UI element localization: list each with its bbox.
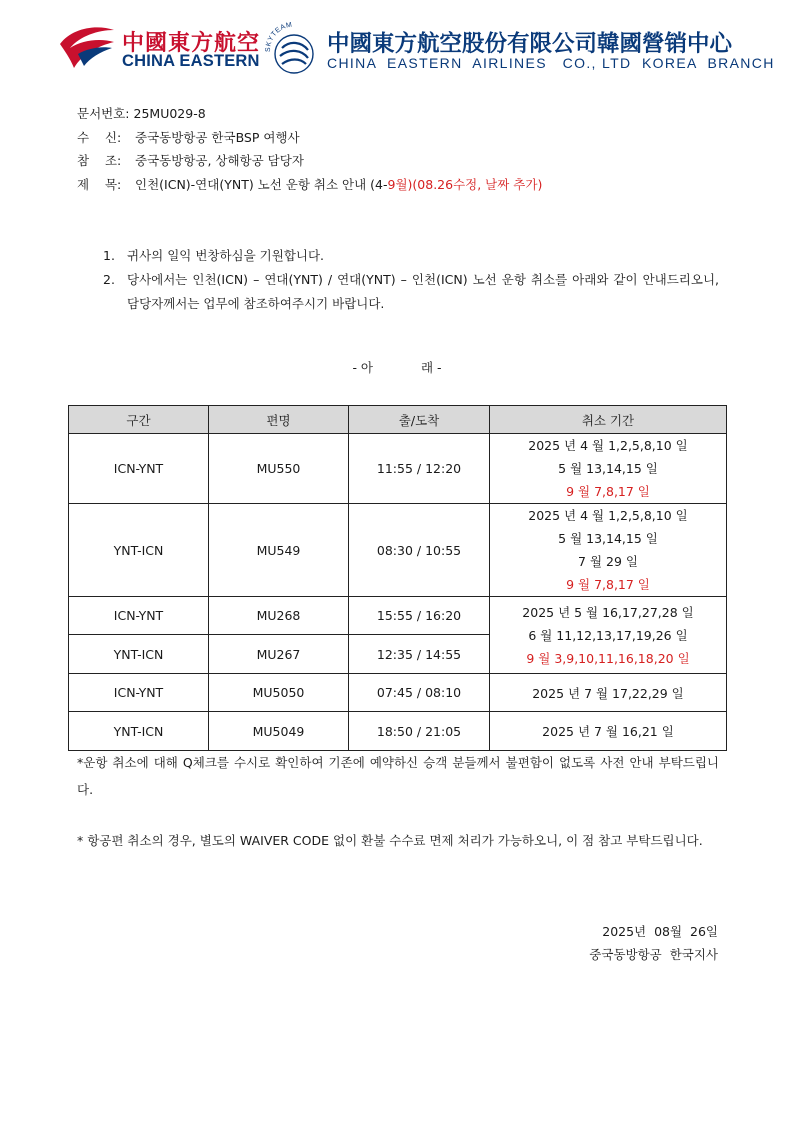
subject-line (77, 175, 542, 199)
china-eastern-logo-icon (58, 24, 116, 70)
period-line: 2025 년 5 월 16,17,27,28 일 (522, 604, 694, 620)
doc-number-label: 문서번호: (77, 106, 130, 121)
doc-number: 25MU029-8 (133, 106, 206, 121)
issuing-office: 중국동방항공 한국지사 (589, 947, 718, 962)
branch-en-name: CHINA EASTERN AIRLINES CO., LTD KOREA BRANCH (327, 55, 775, 71)
notice-heading-left: - 아 (352, 360, 373, 375)
time-cell: 07:45 / 08:10 (349, 674, 490, 712)
header-period: 취소 기간 (490, 406, 727, 434)
svg-text:SKYTEAM (265, 22, 293, 52)
period-cell: 2025 년 7 월 16,21 일 (490, 712, 727, 751)
note-waiver: * 항공편 취소의 경우, 별도의 WAIVER CODE 없이 환불 수수료 면제 처리가 가능하오니, 이 점 참고 부탁드립니다. (77, 833, 703, 848)
recipient-line (77, 128, 542, 152)
subject-revision: 9월)(08.26수정, 날짜 추가) (387, 176, 543, 192)
period-line: 5 월 13,14,15 일 (558, 531, 658, 546)
body-items (103, 244, 719, 316)
period-line: 2025 년 4 월 1,2,5,8,10 일 (528, 508, 688, 523)
flight-cell: MU5049 (209, 712, 349, 751)
time-cell: 08:30 / 10:55 (349, 504, 490, 597)
period-cell-merged (490, 597, 727, 674)
item-number: 1. (103, 248, 115, 263)
subject-label: 제 목: (77, 176, 122, 192)
period-cell (490, 434, 727, 504)
route-cell: YNT-ICN (69, 635, 209, 674)
route-cell: ICN-YNT (69, 434, 209, 504)
note-qcheck: *운항 취소에 대해 Q체크를 수시로 확인하여 기존에 예약하신 승객 분들께서 불편함이 없도록 사전 안내 부탁드립니다. (77, 755, 719, 797)
skyteam-logo-icon (262, 22, 318, 76)
recipient-label: 수 신: (77, 129, 122, 145)
route-cell: YNT-ICN (69, 504, 209, 597)
period-cell: 2025 년 7 월 17,22,29 일 (490, 674, 727, 712)
list-item (103, 244, 719, 268)
flight-cell: MU268 (209, 597, 349, 635)
letter-date: 2025년 08월 26일 (602, 924, 718, 939)
table-row (69, 504, 727, 597)
list-item (103, 268, 719, 316)
recipient: 중국동방항공 한국BSP 여행사 (135, 129, 300, 145)
item-text: 당사에서는 인천(ICN) – 연대(YNT) / 연대(YNT) – 인천(ICN) 노선 운항 취소를 아래와 같이 안내드리오니, 담당자께서는 업무에 참조하여주시기 바랍니다. (127, 272, 719, 311)
flight-cell: MU267 (209, 635, 349, 674)
item-number: 2. (103, 272, 115, 287)
flight-cell: MU550 (209, 434, 349, 504)
time-cell: 12:35 / 14:55 (349, 635, 490, 674)
period-line: 5 월 13,14,15 일 (558, 461, 658, 476)
signature-block (589, 920, 718, 966)
doc-number-line (77, 104, 542, 128)
route-cell: YNT-ICN (69, 712, 209, 751)
item-text: 귀사의 일익 번창하심을 기원합니다. (127, 248, 325, 263)
table-row (69, 597, 727, 635)
period-line-revised: 9 월 7,8,17 일 (566, 577, 650, 592)
cancellation-table (68, 405, 727, 751)
flight-cell: MU549 (209, 504, 349, 597)
table-row (69, 434, 727, 504)
time-cell: 15:55 / 16:20 (349, 597, 490, 635)
subject: 인천(ICN)-연대(YNT) 노선 운항 취소 안내 (4- (135, 176, 388, 192)
notice-heading-right: 래 - (421, 360, 442, 375)
table-row (69, 674, 727, 712)
reference-label: 참 조: (77, 153, 122, 168)
table-row (69, 712, 727, 751)
airline-en-name: CHINA EASTERN (122, 52, 260, 70)
period-cell (490, 504, 727, 597)
route-cell: ICN-YNT (69, 597, 209, 635)
time-cell: 11:55 / 12:20 (349, 434, 490, 504)
letterhead (0, 18, 794, 80)
time-cell: 18:50 / 21:05 (349, 712, 490, 751)
period-line-revised: 9 월 7,8,17 일 (566, 484, 650, 499)
table-header-row (69, 406, 727, 434)
memo-header (77, 104, 542, 198)
header-time: 출/도착 (349, 406, 490, 434)
reference: 중국동방항공, 상해항공 담당자 (135, 153, 304, 168)
period-line: 6 월 11,12,13,17,19,26 일 (528, 627, 688, 643)
period-line: 7 월 29 일 (578, 554, 638, 569)
branch-cn-name: 中國東方航空股份有限公司韓國營销中心 (327, 31, 733, 57)
notice-heading (0, 358, 794, 376)
period-line-revised: 9 월 3,9,10,11,16,18,20 일 (526, 650, 690, 666)
route-cell: ICN-YNT (69, 674, 209, 712)
header-flight: 편명 (209, 406, 349, 434)
reference-line (77, 151, 542, 175)
skyteam-label: SKYTEAM (264, 22, 294, 53)
airline-cn-name: 中國東方航空 (122, 31, 261, 56)
header-route: 구간 (69, 406, 209, 434)
period-line: 2025 년 4 월 1,2,5,8,10 일 (528, 438, 688, 453)
flight-cell: MU5050 (209, 674, 349, 712)
